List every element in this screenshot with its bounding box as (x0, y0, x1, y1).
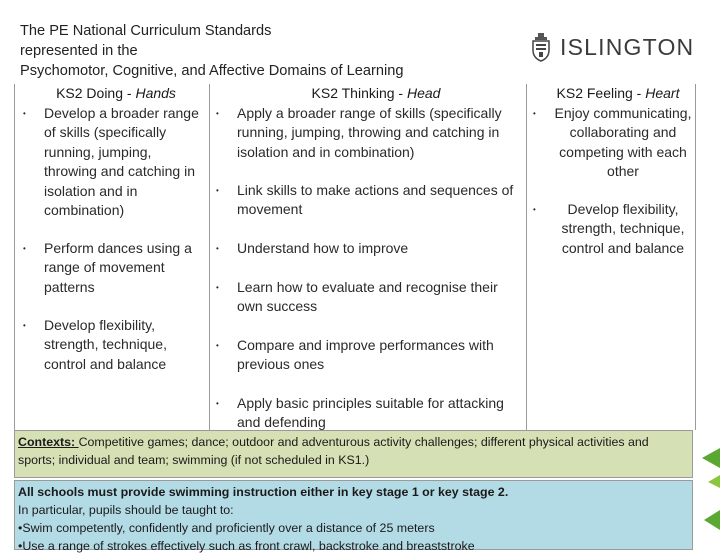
feeling-heading: KS2 Feeling - Heart (556, 85, 680, 101)
list-item: •Swim competently, confidently and proficiently over a distance of 25 meters (18, 521, 435, 535)
column-divider (209, 84, 210, 430)
list-item: • Develop flexibility, strength, technique, control and balance (533, 201, 685, 256)
title-line-1: The PE National Curriculum Standards (20, 23, 272, 39)
contexts-panel (14, 430, 693, 478)
column-divider (526, 84, 527, 430)
list-item: • Enjoy communicating, collaborating and competing with each other (533, 105, 692, 180)
list-item: • Apply a broader range of skills (specifically running, jumping, throwing and catching in isolation and in combination) (216, 105, 502, 160)
list-item: • Compare and improve performances with previous ones (216, 337, 494, 373)
list-item: • Develop flexibility, strength, technique, control and balance (23, 317, 167, 372)
thinking-heading: KS2 Thinking - Head (311, 85, 441, 101)
list-item: •Use a range of strokes effectively such as front crawl, backstroke and breaststroke (18, 539, 475, 553)
swimming-heading: All schools must provide swimming instruction either in key stage 1 or key stage 2. (18, 485, 509, 499)
list-item: • Apply basic principles suitable for attacking and defending (216, 395, 504, 431)
title-line-2: represented in the (20, 43, 138, 59)
list-item: • Perform dances using a range of movement patterns (23, 240, 192, 295)
contexts-text: Competitive games; dance; outdoor and adventurous activity challenges; different physical activities and sports; individual and team; swimming (if not scheduled in KS1.) (18, 435, 649, 467)
list-item: • Link skills to make actions and sequences of movement (216, 182, 514, 218)
islington-logo (530, 30, 694, 64)
title-line-3: Psychomotor, Cognitive, and Affective Domains of Learning (20, 63, 404, 79)
contexts-label: Contexts: (18, 435, 79, 449)
logo-text: ISLINGTON (560, 33, 695, 60)
list-item: • Understand how to improve (216, 240, 409, 256)
decorative-stripes (694, 420, 720, 540)
page-title (20, 21, 403, 81)
doing-heading: KS2 Doing - Hands (56, 85, 176, 101)
crest-icon (530, 32, 552, 62)
list-item: • Learn how to evaluate and recognise their own success (216, 279, 498, 315)
domains-table (14, 84, 696, 430)
swimming-intro: In particular, pupils should be taught to: (18, 503, 234, 517)
list-item: • Develop a broader range of skills (specifically running, jumping, throwing and catching in isolation and in combination) (23, 105, 199, 219)
